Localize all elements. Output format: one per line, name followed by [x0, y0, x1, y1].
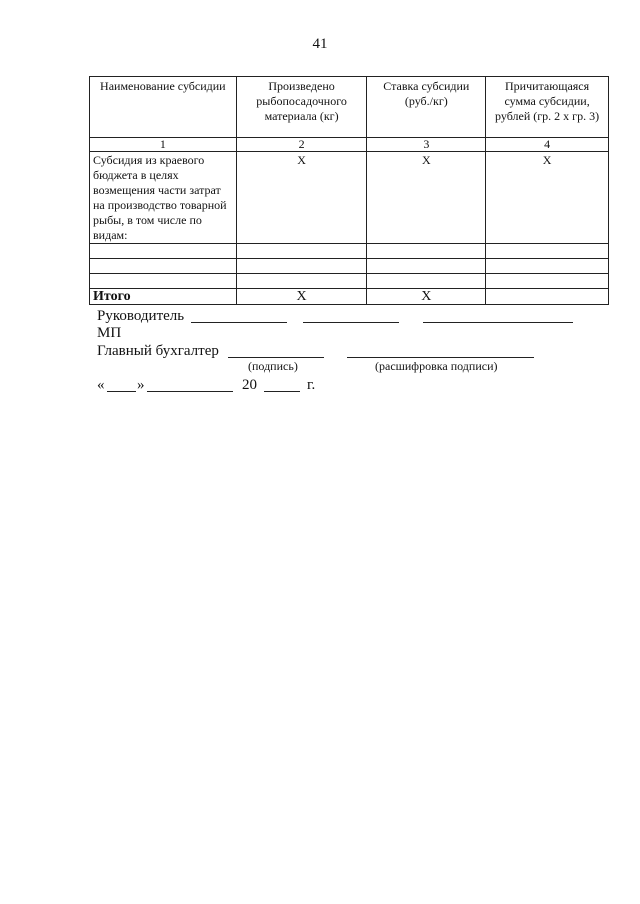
column-number: 2: [236, 138, 367, 152]
blank-row: [90, 259, 609, 274]
decoding-caption: (расшифровка подписи): [375, 359, 498, 373]
date-century: 20: [242, 377, 257, 393]
date-year-blank: [264, 391, 300, 392]
table-header-row: [90, 77, 609, 138]
accountant-signature-blank: [228, 357, 324, 358]
column-number: 1: [90, 138, 237, 152]
total-label: Итого: [90, 289, 237, 305]
header-subsidy-amount: Причитающаяся сумма субсидии, рублей (гр. 2 х гр. 3): [486, 77, 609, 138]
header-produced-material: Произведено рыбопосадочного материала (кг): [236, 77, 367, 138]
date-close-quote: »: [137, 377, 145, 393]
subsidy-row-col2: Х: [236, 152, 367, 244]
page-number: 41: [312, 36, 328, 52]
blank-row: [90, 244, 609, 259]
total-col4: [486, 289, 609, 305]
signature-caption: (подпись): [248, 359, 298, 373]
accountant-label: Главный бухгалтер: [97, 343, 219, 359]
column-number: 3: [367, 138, 486, 152]
date-day-blank: [107, 391, 136, 392]
total-col3: Х: [367, 289, 486, 305]
head-position-blank: [303, 322, 399, 323]
head-decoding-blank: [423, 322, 573, 323]
date-open-quote: «: [97, 377, 105, 393]
subsidy-row-col4: Х: [486, 152, 609, 244]
stamp-label: МП: [97, 325, 122, 341]
header-subsidy-rate: Ставка субсидии (руб./кг): [367, 77, 486, 138]
subsidy-table: [89, 76, 609, 305]
subsidy-row: [90, 152, 609, 244]
column-number-row: [90, 138, 609, 152]
column-number: 4: [486, 138, 609, 152]
subsidy-row-name: Субсидия из краевого бюджета в целях возмещения части затрат на производство товарной рыбы, в том числе по видам:: [90, 152, 237, 244]
blank-row: [90, 274, 609, 289]
header-subsidy-name: Наименование субсидии: [90, 77, 237, 138]
total-col2: Х: [236, 289, 367, 305]
head-signature-blank: [191, 322, 287, 323]
head-label: Руководитель: [97, 308, 185, 324]
subsidy-row-col3: Х: [367, 152, 486, 244]
accountant-decoding-blank: [347, 357, 534, 358]
total-row: [90, 289, 609, 305]
date-month-blank: [147, 391, 233, 392]
date-year-suffix: г.: [307, 377, 316, 393]
